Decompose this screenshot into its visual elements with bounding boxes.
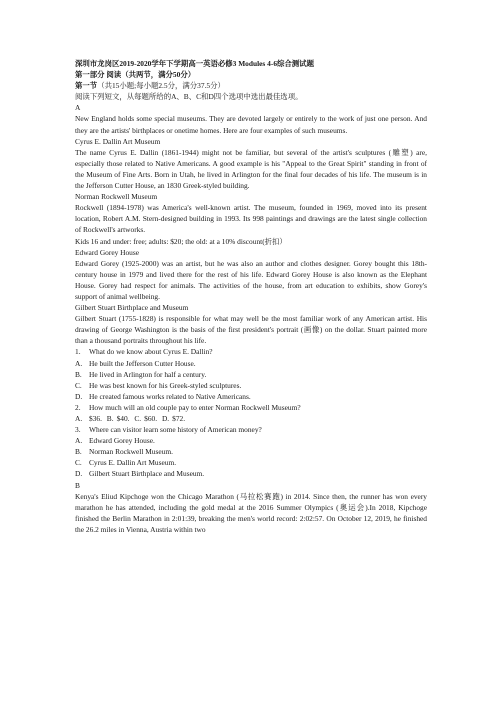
- passage-b-label: B: [75, 480, 80, 490]
- option-letter: C.: [75, 458, 82, 468]
- option-letter: A.: [75, 436, 83, 446]
- question-3-stem: Where can visitor learn some history of American money?: [89, 425, 262, 435]
- instruction: 阅读下列短文，从每题所给的A、B、C和D四个选项中选出最佳选项。: [75, 92, 303, 102]
- option-letter: C.: [75, 380, 82, 390]
- museum-2-price: Kids 16 and under: free; adults: $20; the old: at a 10% discount(折扣）: [75, 236, 287, 246]
- museum-4-title: Gilbert Stuart Birthplace and Museum: [75, 303, 189, 313]
- question-2: [75, 402, 427, 413]
- option-text: He created famous works related to Native Americans.: [89, 391, 251, 401]
- section-one-note: （共15小题;每小题2.5分，满分37.5分）: [97, 81, 225, 91]
- question-1-number: 1.: [75, 347, 81, 357]
- museum-1-title: Cyrus E. Dallin Art Museum: [75, 136, 161, 146]
- question-1: [75, 346, 427, 357]
- option-text: Cyrus E. Dallin Art Museum.: [89, 458, 177, 468]
- section-one-label: 第一节: [75, 81, 98, 91]
- question-3-option-c[interactable]: [75, 457, 427, 468]
- passage-b-text: Kenya's Eliud Kipchoge won the Chicago Marathon (马拉松赛跑) in 2014. Since then, the runner has won every marathon he has attended, including the gold medal at the 2016 Summer Olympics (奥运会).In 2018, Kipchoge finished the Berlin Marathon in 2:01:39, breaking the men's world record: 2:02:57. On October 12, 2019, he finished the 26.2 miles in Vienna, Austria within two: [75, 491, 427, 534]
- question-3: [75, 424, 427, 435]
- question-2-stem: How much will an old couple pay to enter Norman Rockwell Museum?: [89, 402, 301, 412]
- question-3-option-b[interactable]: [75, 446, 427, 457]
- question-3-number: 3.: [75, 425, 81, 435]
- question-3-option-d[interactable]: [75, 468, 427, 479]
- document-title: 深圳市龙岗区2019-2020学年下学期高一英语必修3 Modules 4-6综合测试题: [75, 59, 314, 68]
- passage-a-label: A: [75, 103, 81, 113]
- option-letter[interactable]: D.: [161, 414, 170, 423]
- museum-3-text: Edward Gorey (1925-2000) was an artist, but he was also an author and clothes designer. Gorey bought this 18th-century house in 1979 and lived there for the rest of his life. Edward Gorey House is also known as the Elephant House. Gorey had respect for animals. The activities of the house, from art education to exhibits, show Gorey's support of animal wellbeing.: [75, 258, 427, 301]
- option-letter[interactable]: C.: [134, 414, 142, 423]
- question-1-option-c[interactable]: [75, 380, 427, 391]
- option-text: $60.: [144, 414, 158, 423]
- museum-1-text: The name Cyrus E. Dallin (1861-1944) might not be familiar, but several of the artist's sculptures (雕塑) are, especially those related to Native Americans. A good example is his "Appeal to the Great Spirit" standing in front of the Museum of Fine Arts. Born in Utah, he lived in Arlington for the final four decades of his life. The museum is in the Jefferson Cutter House, an 1830 Greek-styled building.: [75, 147, 427, 191]
- option-letter: A.: [75, 358, 83, 368]
- question-2-options: [75, 413, 427, 424]
- passage-a-intro: New England holds some special museums. They are devoted largely or entirely to the work of just one person. And they are the artists' birthplaces or onetime homes. Here are four examples of such museums.: [75, 114, 427, 135]
- option-text: He lived in Arlington for half a century.: [89, 369, 207, 379]
- document-page: [75, 58, 427, 535]
- museum-3-title: Edward Gorey House: [75, 247, 140, 257]
- option-letter: B.: [75, 369, 82, 379]
- option-text: He built the Jefferson Cutter House.: [89, 358, 196, 368]
- question-1-option-a[interactable]: [75, 358, 427, 369]
- option-letter: D.: [75, 469, 83, 479]
- option-text: $36.: [89, 414, 102, 423]
- museum-2-text: Rockwell (1894-1978) was America's well-known artist. The museum, founded in 1969, moved into its present location, Robert A.M. Stern-designed building in 1993. Its 998 paintings and drawings are the latest single collection of Rockwell's artworks.: [75, 203, 427, 235]
- option-text: He was best known for his Greek-styled sculptures.: [89, 380, 242, 390]
- option-text: $40.: [116, 414, 130, 423]
- option-letter: B.: [75, 447, 82, 457]
- section-one-heading: [75, 80, 427, 91]
- question-2-number: 2.: [75, 402, 81, 412]
- question-1-option-b[interactable]: [75, 369, 427, 380]
- option-letter[interactable]: A.: [75, 414, 83, 423]
- option-text: Gilbert Stuart Birthplace and Museum.: [89, 469, 205, 479]
- option-text: Norman Rockwell Museum.: [89, 447, 173, 457]
- option-text: Edward Gorey House.: [89, 436, 155, 446]
- museum-4-text: Gilbert Stuart (1755-1828) is responsible for what may well be the most familiar work of any American artist. His drawing of George Washington is the basis of the first president's portrait (画像) on the dollar. Stuart painted more than a thousand portraits throughout his life.: [75, 314, 427, 346]
- question-1-stem: What do we know about Cyrus E. Dallin?: [89, 347, 213, 357]
- option-text: $72.: [172, 414, 186, 423]
- museum-2-title: Norman Rockwell Museum: [75, 192, 158, 202]
- question-1-option-d[interactable]: [75, 391, 427, 402]
- option-letter[interactable]: B.: [106, 414, 114, 423]
- option-letter: D.: [75, 391, 83, 401]
- part-one-heading: 第一部分 阅读（共两节，满分50分）: [75, 70, 196, 80]
- question-3-option-a[interactable]: [75, 435, 427, 446]
